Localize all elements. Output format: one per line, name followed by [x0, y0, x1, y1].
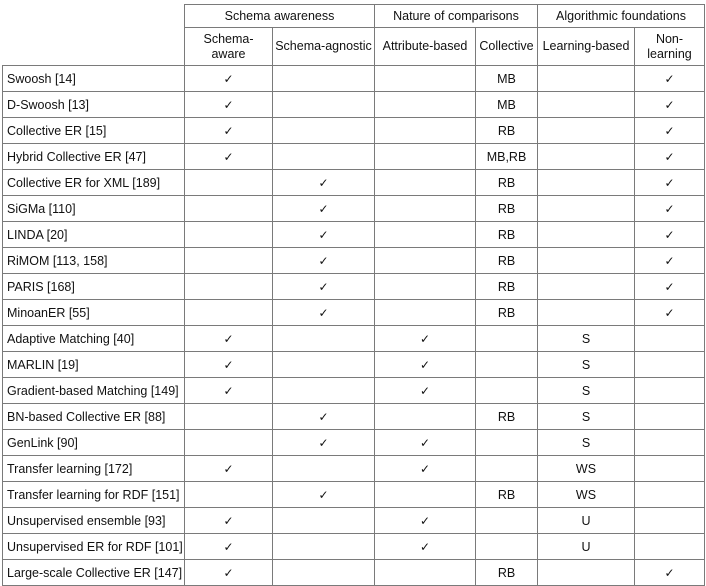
cell-schema-aware: [185, 300, 273, 326]
cell-collective: [476, 534, 538, 560]
table-row: [3, 508, 705, 534]
cell-learning-based: WS: [538, 482, 635, 508]
col-header-schema-aware: Schema-aware: [185, 28, 273, 66]
cell-learning-based: [538, 196, 635, 222]
table-row: [3, 170, 705, 196]
table-row: [3, 404, 705, 430]
cell-schema-aware: [185, 430, 273, 456]
row-method-name: Hybrid Collective ER [47]: [3, 144, 185, 170]
table-row: [3, 534, 705, 560]
cell-learning-based: [538, 274, 635, 300]
cell-schema-aware: [185, 404, 273, 430]
cell-attribute-based: [375, 66, 476, 92]
cell-schema-aware: ✓: [185, 560, 273, 586]
cell-schema-aware: ✓: [185, 534, 273, 560]
row-method-name: Unsupervised ER for RDF [101]: [3, 534, 185, 560]
cell-schema-agnostic: [273, 326, 375, 352]
row-method-name: Adaptive Matching [40]: [3, 326, 185, 352]
cell-collective: [476, 326, 538, 352]
row-method-name: Transfer learning [172]: [3, 456, 185, 482]
cell-collective: [476, 352, 538, 378]
row-method-name: SiGMa [110]: [3, 196, 185, 222]
col-header-non-learning: Non-learning: [635, 28, 705, 66]
cell-schema-agnostic: [273, 144, 375, 170]
cell-attribute-based: [375, 144, 476, 170]
cell-collective: RB: [476, 482, 538, 508]
cell-collective: MB: [476, 92, 538, 118]
group-header-nature-of-comparisons: Nature of comparisons: [375, 5, 538, 28]
cell-attribute-based: [375, 118, 476, 144]
group-header-schema-awareness: Schema awareness: [185, 5, 375, 28]
cell-schema-agnostic: [273, 560, 375, 586]
row-method-name: RiMOM [113, 158]: [3, 248, 185, 274]
cell-learning-based: S: [538, 404, 635, 430]
row-method-name: MinoanER [55]: [3, 300, 185, 326]
cell-schema-agnostic: [273, 92, 375, 118]
cell-collective: RB: [476, 118, 538, 144]
cell-attribute-based: [375, 482, 476, 508]
cell-schema-aware: [185, 196, 273, 222]
cell-non-learning: [635, 430, 705, 456]
blank-corner: [3, 5, 185, 66]
table-row: [3, 326, 705, 352]
cell-schema-aware: [185, 274, 273, 300]
cell-attribute-based: ✓: [375, 430, 476, 456]
cell-collective: RB: [476, 196, 538, 222]
cell-non-learning: ✓: [635, 144, 705, 170]
row-method-name: LINDA [20]: [3, 222, 185, 248]
cell-non-learning: ✓: [635, 300, 705, 326]
cell-learning-based: [538, 560, 635, 586]
cell-collective: RB: [476, 222, 538, 248]
cell-schema-aware: [185, 248, 273, 274]
cell-collective: [476, 378, 538, 404]
row-method-name: Transfer learning for RDF [151]: [3, 482, 185, 508]
cell-schema-agnostic: [273, 66, 375, 92]
cell-schema-agnostic: [273, 378, 375, 404]
row-method-name: Unsupervised ensemble [93]: [3, 508, 185, 534]
row-method-name: Swoosh [14]: [3, 66, 185, 92]
cell-schema-aware: ✓: [185, 508, 273, 534]
cell-learning-based: [538, 222, 635, 248]
cell-schema-aware: ✓: [185, 92, 273, 118]
table-row: [3, 196, 705, 222]
cell-non-learning: ✓: [635, 560, 705, 586]
cell-learning-based: [538, 144, 635, 170]
cell-attribute-based: [375, 222, 476, 248]
row-method-name: D-Swoosh [13]: [3, 92, 185, 118]
cell-non-learning: ✓: [635, 248, 705, 274]
cell-learning-based: [538, 300, 635, 326]
col-header-collective: Collective: [476, 28, 538, 66]
cell-attribute-based: ✓: [375, 456, 476, 482]
cell-schema-agnostic: [273, 508, 375, 534]
cell-attribute-based: ✓: [375, 326, 476, 352]
cell-learning-based: S: [538, 326, 635, 352]
cell-schema-agnostic: [273, 456, 375, 482]
cell-schema-aware: [185, 170, 273, 196]
cell-schema-agnostic: [273, 352, 375, 378]
cell-learning-based: [538, 66, 635, 92]
cell-collective: MB,RB: [476, 144, 538, 170]
cell-collective: RB: [476, 274, 538, 300]
cell-schema-aware: ✓: [185, 326, 273, 352]
cell-attribute-based: [375, 248, 476, 274]
cell-learning-based: WS: [538, 456, 635, 482]
table-row: [3, 144, 705, 170]
table-row: [3, 378, 705, 404]
table-row: [3, 222, 705, 248]
cell-learning-based: [538, 248, 635, 274]
cell-schema-aware: ✓: [185, 118, 273, 144]
cell-learning-based: S: [538, 352, 635, 378]
cell-attribute-based: [375, 196, 476, 222]
cell-learning-based: U: [538, 508, 635, 534]
cell-attribute-based: [375, 560, 476, 586]
cell-schema-agnostic: ✓: [273, 430, 375, 456]
cell-learning-based: [538, 170, 635, 196]
cell-non-learning: [635, 378, 705, 404]
table-row: [3, 300, 705, 326]
cell-schema-aware: ✓: [185, 66, 273, 92]
cell-non-learning: ✓: [635, 274, 705, 300]
cell-schema-agnostic: ✓: [273, 196, 375, 222]
cell-attribute-based: [375, 170, 476, 196]
cell-attribute-based: [375, 92, 476, 118]
cell-learning-based: U: [538, 534, 635, 560]
table-body: [3, 66, 705, 586]
cell-non-learning: [635, 482, 705, 508]
cell-non-learning: [635, 508, 705, 534]
row-method-name: Large-scale Collective ER [147]: [3, 560, 185, 586]
cell-attribute-based: ✓: [375, 508, 476, 534]
cell-learning-based: [538, 118, 635, 144]
cell-non-learning: ✓: [635, 118, 705, 144]
row-method-name: Gradient-based Matching [149]: [3, 378, 185, 404]
cell-non-learning: [635, 534, 705, 560]
cell-collective: MB: [476, 66, 538, 92]
cell-schema-aware: [185, 222, 273, 248]
cell-non-learning: [635, 456, 705, 482]
cell-schema-aware: ✓: [185, 456, 273, 482]
cell-schema-agnostic: ✓: [273, 300, 375, 326]
table-row: [3, 274, 705, 300]
cell-schema-agnostic: [273, 534, 375, 560]
cell-schema-agnostic: [273, 118, 375, 144]
cell-attribute-based: [375, 274, 476, 300]
cell-non-learning: ✓: [635, 92, 705, 118]
cell-schema-agnostic: ✓: [273, 274, 375, 300]
cell-collective: RB: [476, 300, 538, 326]
group-header-algorithmic-foundations: Algorithmic foundations: [538, 5, 705, 28]
table-row: [3, 456, 705, 482]
cell-schema-aware: ✓: [185, 144, 273, 170]
cell-collective: RB: [476, 248, 538, 274]
cell-collective: [476, 456, 538, 482]
col-header-learning-based: Learning-based: [538, 28, 635, 66]
table-row: [3, 248, 705, 274]
cell-learning-based: S: [538, 430, 635, 456]
cell-non-learning: ✓: [635, 66, 705, 92]
table-row: [3, 118, 705, 144]
cell-non-learning: ✓: [635, 170, 705, 196]
cell-collective: [476, 508, 538, 534]
row-method-name: BN-based Collective ER [88]: [3, 404, 185, 430]
table-row: [3, 482, 705, 508]
row-method-name: Collective ER for XML [189]: [3, 170, 185, 196]
table-row: [3, 352, 705, 378]
row-method-name: GenLink [90]: [3, 430, 185, 456]
col-header-attribute-based: Attribute-based: [375, 28, 476, 66]
row-method-name: PARIS [168]: [3, 274, 185, 300]
cell-learning-based: S: [538, 378, 635, 404]
row-method-name: Collective ER [15]: [3, 118, 185, 144]
cell-schema-agnostic: ✓: [273, 482, 375, 508]
cell-non-learning: ✓: [635, 196, 705, 222]
col-header-schema-agnostic: Schema-agnostic: [273, 28, 375, 66]
cell-schema-agnostic: ✓: [273, 248, 375, 274]
cell-attribute-based: [375, 404, 476, 430]
cell-collective: RB: [476, 404, 538, 430]
cell-schema-agnostic: ✓: [273, 222, 375, 248]
cell-attribute-based: ✓: [375, 534, 476, 560]
cell-attribute-based: ✓: [375, 352, 476, 378]
cell-non-learning: [635, 352, 705, 378]
cell-schema-aware: ✓: [185, 352, 273, 378]
cell-schema-aware: ✓: [185, 378, 273, 404]
cell-non-learning: ✓: [635, 222, 705, 248]
cell-non-learning: [635, 404, 705, 430]
cell-collective: [476, 430, 538, 456]
cell-collective: RB: [476, 170, 538, 196]
cell-schema-agnostic: ✓: [273, 170, 375, 196]
cell-collective: RB: [476, 560, 538, 586]
comparison-table: [2, 4, 705, 586]
table-row: [3, 430, 705, 456]
cell-attribute-based: [375, 300, 476, 326]
cell-schema-agnostic: ✓: [273, 404, 375, 430]
table-row: [3, 66, 705, 92]
cell-non-learning: [635, 326, 705, 352]
cell-learning-based: [538, 92, 635, 118]
cell-schema-aware: [185, 482, 273, 508]
cell-attribute-based: ✓: [375, 378, 476, 404]
row-method-name: MARLIN [19]: [3, 352, 185, 378]
table-row: [3, 560, 705, 586]
table-row: [3, 92, 705, 118]
